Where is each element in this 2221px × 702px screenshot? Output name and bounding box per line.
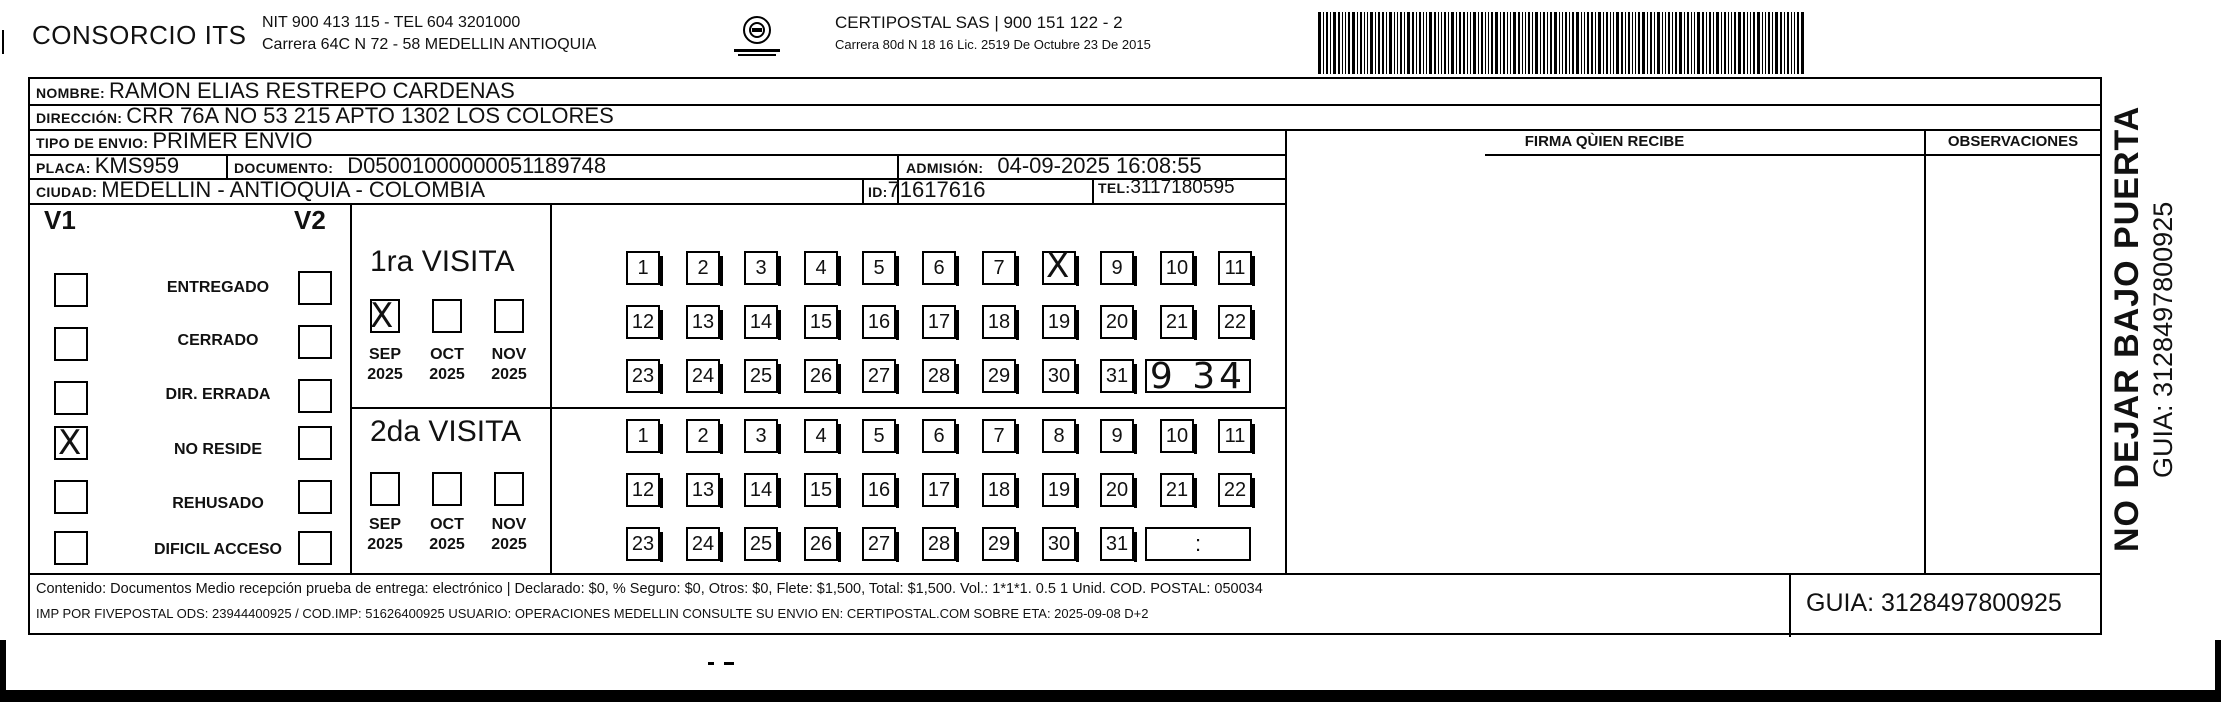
first-visit-month-nov-label: NOV 2025 xyxy=(491,346,527,383)
barcode-bar xyxy=(1647,12,1648,74)
barcode-bar xyxy=(1562,12,1563,74)
tipo-envio-row xyxy=(36,128,312,154)
status-label-rehusado: REHUSADO xyxy=(172,495,264,512)
barcode-bar xyxy=(1576,12,1579,74)
v1-checkbox-dificil-acceso[interactable] xyxy=(54,531,88,565)
days-first-day-7[interactable]: 7 xyxy=(982,251,1016,285)
barcode-bar xyxy=(1724,12,1726,74)
firma-header: FIRMA QÙIEN RECIBE xyxy=(1524,133,1685,150)
second-visit-month-nov-label: NOV 2025 xyxy=(491,516,527,553)
barcode-bar xyxy=(1581,12,1582,74)
barcode-bar xyxy=(1357,12,1358,74)
barcode-bar xyxy=(1535,12,1538,74)
barcode-bar xyxy=(1569,12,1570,74)
barcode-bar xyxy=(1679,12,1682,74)
barcode-bar xyxy=(1434,12,1436,74)
days-second-day-8[interactable]: 8 xyxy=(1042,419,1076,453)
direccion-value: CRR 76A NO 53 215 APTO 1302 LOS COLORES xyxy=(126,103,614,128)
days-first-day-31[interactable]: 31 xyxy=(1100,359,1134,393)
id-field xyxy=(868,177,985,203)
barcode-bar xyxy=(1794,12,1795,74)
company-name: CONSORCIO ITS xyxy=(32,20,247,50)
first-visit-month-oct-label: OCT 2025 xyxy=(429,346,465,383)
barcode-bar xyxy=(1591,12,1593,74)
days-second-day-31[interactable]: 31 xyxy=(1100,527,1134,561)
barcode-bar xyxy=(1323,12,1324,74)
barcode-bar xyxy=(1513,12,1516,74)
days-first-day-3[interactable]: 3 xyxy=(744,251,778,285)
days-first-day-25[interactable]: 25 xyxy=(744,359,778,393)
barcode-bar xyxy=(1473,12,1476,74)
days-first-day-15[interactable]: 15 xyxy=(804,305,838,339)
barcode-bar xyxy=(1565,12,1567,74)
days-second-day-10[interactable]: 10 xyxy=(1160,419,1194,453)
barcode-bar xyxy=(1572,12,1574,74)
barcode-bar xyxy=(1603,12,1604,74)
barcode-bar xyxy=(1672,12,1673,74)
barcode-bar xyxy=(1757,12,1760,74)
barcode-bar xyxy=(1691,12,1692,74)
barcode-bar xyxy=(1775,12,1778,74)
days-first-day-23[interactable]: 23 xyxy=(626,359,660,393)
barcode-bar xyxy=(1491,12,1493,74)
signature-area[interactable] xyxy=(1287,156,1923,572)
barcode-bar xyxy=(1378,12,1380,74)
barcode-bar xyxy=(1621,12,1623,74)
barcode-bar xyxy=(1559,12,1560,74)
barcode-bar xyxy=(1423,12,1424,74)
admision-label: ADMISIÓN: xyxy=(906,160,984,176)
no-reside-x-mark: X xyxy=(58,423,82,463)
v1-header: V1 xyxy=(44,205,76,235)
barcode-bar xyxy=(1540,12,1541,74)
days-first-day-12[interactable]: 12 xyxy=(626,305,660,339)
days-first-day-13[interactable]: 13 xyxy=(686,305,720,339)
barcode-bar xyxy=(1386,12,1387,74)
company-info xyxy=(262,12,596,56)
placa-label: PLACA: xyxy=(36,160,91,176)
barcode-bar xyxy=(1543,12,1545,74)
status-label-cerrado: CERRADO xyxy=(177,332,259,349)
barcode-bar xyxy=(1389,12,1392,74)
barcode-bar xyxy=(1665,12,1666,74)
barcode-bar xyxy=(1638,12,1640,74)
v2-checkbox-entregado[interactable] xyxy=(298,271,332,305)
barcode-bar xyxy=(1510,12,1511,74)
barcode-bar xyxy=(1426,12,1427,74)
barcode-bar xyxy=(1456,12,1457,74)
barcode-bar xyxy=(1342,12,1343,74)
first-visit-title: 1ra VISITA xyxy=(370,245,515,278)
tipo-envio-value: PRIMER ENVIO xyxy=(152,128,313,153)
barcode-bar xyxy=(1367,12,1368,74)
barcode-bar xyxy=(1503,12,1505,74)
barcode-bar xyxy=(1459,12,1461,74)
barcode-bar xyxy=(1333,12,1336,74)
certipostal-logo xyxy=(728,14,786,58)
company-nit: NIT 900 413 115 - TEL 604 3201000 xyxy=(262,14,521,31)
status-label-dir-errada: DIR. ERRADA xyxy=(165,386,271,403)
observations-area[interactable] xyxy=(1927,156,2099,572)
barcode-bar xyxy=(1657,12,1660,74)
placa-value: KMS959 xyxy=(94,153,180,178)
days-second-day-12[interactable]: 12 xyxy=(626,473,660,507)
barcode-bar xyxy=(1632,12,1633,74)
barcode-bar xyxy=(1787,12,1789,74)
barcode-bar xyxy=(1694,12,1695,74)
barcode-bar xyxy=(1784,12,1785,74)
barcode-bar xyxy=(1488,12,1489,74)
barcode-bar xyxy=(1613,12,1614,74)
days-second-day-14[interactable]: 14 xyxy=(744,473,778,507)
barcode-bar xyxy=(1404,12,1405,74)
status-label-no-reside: NO RESIDE xyxy=(173,441,262,458)
days-second-day-28[interactable]: 28 xyxy=(922,527,956,561)
days-first-day-16[interactable]: 16 xyxy=(862,305,896,339)
v1-checkbox-entregado[interactable] xyxy=(54,273,88,307)
days-second-day-7[interactable]: 7 xyxy=(982,419,1016,453)
barcode-bar xyxy=(1635,12,1636,74)
barcode-bar xyxy=(1642,12,1645,74)
barcode-bar xyxy=(1662,12,1663,74)
status-label-entregado: ENTREGADO xyxy=(166,279,270,296)
barcode-bar xyxy=(1747,12,1748,74)
delivery-form xyxy=(28,77,2102,635)
days-first-day-8[interactable] xyxy=(1042,246,1076,286)
v2-checkbox-dificil-acceso[interactable] xyxy=(298,531,332,565)
barcode-bar xyxy=(1481,12,1483,74)
v2-checkbox-cerrado[interactable] xyxy=(298,325,332,359)
barcode-bar xyxy=(1330,12,1331,74)
days-first-day-4[interactable]: 4 xyxy=(804,251,838,285)
barcode-bar xyxy=(1738,12,1741,74)
barcode-bar xyxy=(1467,12,1468,74)
barcode-bar xyxy=(1470,12,1471,74)
days-second-day-29[interactable]: 29 xyxy=(982,527,1016,561)
barcode-bar xyxy=(1441,12,1442,74)
ciudad-label: CIUDAD: xyxy=(36,184,98,200)
second-visit-title: 2da VISITA xyxy=(370,415,522,448)
days-second-day-16[interactable]: 16 xyxy=(862,473,896,507)
days-second-day-30[interactable]: 30 xyxy=(1042,527,1076,561)
certipostal-address: Carrera 80d N 18 16 Lic. 2519 De Octubre 23 De 2015 xyxy=(835,37,1151,52)
barcode-bar xyxy=(1713,12,1714,74)
company-address: Carrera 64C N 72 - 58 MEDELLIN ANTIOQUIA xyxy=(262,36,597,53)
v2-checkbox-rehusado[interactable] xyxy=(298,480,332,514)
second-visit-month-oct-label: OCT 2025 xyxy=(429,516,465,553)
direccion-row xyxy=(36,103,614,129)
barcode-bar xyxy=(1438,12,1439,74)
barcode-bar xyxy=(1791,12,1792,74)
v2-header: V2 xyxy=(294,205,326,235)
barcode-bar xyxy=(1500,12,1501,74)
barcode-bar xyxy=(1780,12,1782,74)
days-second-day-1[interactable]: 1 xyxy=(626,419,660,453)
edge-mark xyxy=(2,30,4,54)
second-visit-month-sep-checkbox[interactable] xyxy=(370,472,400,506)
first-visit-time-handwritten: 9 34 xyxy=(1149,355,1247,397)
barcode-bar xyxy=(1762,12,1763,74)
placa-field xyxy=(36,153,179,179)
v2-checkbox-no-reside[interactable] xyxy=(298,426,332,460)
days-second-day-3[interactable]: 3 xyxy=(744,419,778,453)
barcode-bar xyxy=(1495,12,1498,74)
days-first-day-1[interactable]: 1 xyxy=(626,251,660,285)
days-second-day-17[interactable]: 17 xyxy=(922,473,956,507)
days-second-day-26[interactable]: 26 xyxy=(804,527,838,561)
barcode-bar xyxy=(1338,12,1340,74)
barcode-bar xyxy=(1797,12,1799,74)
barcode-bar xyxy=(1360,12,1362,74)
v2-checkbox-dir-errada[interactable] xyxy=(298,379,332,413)
status-label-dificil-acceso: DIFICIL ACCESO xyxy=(153,541,282,558)
barcode-bar xyxy=(1606,12,1608,74)
second-visit-month-oct-checkbox[interactable] xyxy=(432,472,462,506)
bottom-edge-border xyxy=(0,690,2221,702)
barcode-bar xyxy=(1628,12,1630,74)
barcode-bar xyxy=(1522,12,1523,74)
days-second-day-6[interactable]: 6 xyxy=(922,419,956,453)
second-visit-month-nov-checkbox[interactable] xyxy=(494,472,524,506)
barcode-bar xyxy=(1650,12,1652,74)
second-visit-time-box[interactable] xyxy=(1145,527,1251,561)
barcode-bar xyxy=(1547,12,1548,74)
admision-value: 04-09-2025 16:08:55 xyxy=(997,153,1202,178)
nombre-row xyxy=(36,78,515,104)
barcode-bar xyxy=(1451,12,1454,74)
barcode-bar xyxy=(1768,12,1770,74)
days-second-day-20[interactable]: 20 xyxy=(1100,473,1134,507)
days-second-day-15[interactable]: 15 xyxy=(804,473,838,507)
barcode-bar xyxy=(1709,12,1711,74)
id-label: ID: xyxy=(868,184,888,200)
days-second-day-27[interactable]: 27 xyxy=(862,527,896,561)
side-guia: GUIA: 3128497800925 xyxy=(2148,201,2178,478)
days-first-day-18[interactable]: 18 xyxy=(982,305,1016,339)
barcode-bar xyxy=(1416,12,1417,74)
days-first-day-5[interactable]: 5 xyxy=(862,251,896,285)
direccion-label: DIRECCIÓN: xyxy=(36,110,123,126)
barcode-bar xyxy=(1345,12,1346,74)
first-visit-month-nov-checkbox[interactable] xyxy=(494,299,524,333)
days-second-day-21[interactable]: 21 xyxy=(1160,473,1194,507)
documento-field xyxy=(234,153,606,179)
first-visit-month-oct-checkbox[interactable] xyxy=(432,299,462,333)
barcode-bar xyxy=(1326,12,1328,74)
stray-mark xyxy=(708,662,714,665)
days-first-day-27[interactable]: 27 xyxy=(862,359,896,393)
days-second-day-19[interactable]: 19 xyxy=(1042,473,1076,507)
barcode-bar xyxy=(1507,12,1508,74)
barcode-bar xyxy=(1532,12,1533,74)
barcode-bar xyxy=(1675,12,1677,74)
barcode-bar xyxy=(1444,12,1446,74)
days-second-day-5[interactable]: 5 xyxy=(862,419,896,453)
second-visit-month-sep-label: SEP 2025 xyxy=(367,516,403,553)
barcode-bar xyxy=(1765,12,1766,74)
v1-checkbox-no-reside[interactable] xyxy=(54,423,88,463)
barcode-bar xyxy=(1684,12,1685,74)
days-first-day-6[interactable]: 6 xyxy=(922,251,956,285)
days-second-day-13[interactable]: 13 xyxy=(686,473,720,507)
days-second-day-4[interactable]: 4 xyxy=(804,419,838,453)
barcode-bar xyxy=(1687,12,1689,74)
barcode-bar xyxy=(1772,12,1773,74)
barcode-bar xyxy=(1400,12,1402,74)
days-first-day-22[interactable]: 22 xyxy=(1218,305,1252,339)
footer-content-line: Contenido: Documentos Medio recepción prueba de entrega: electrónico | Declarado: $0, % Seguro: $0, Otros: $0, Flete: $1,500, Total: $1,500. Vol.: 1*1*1. 0.5 1 Unid. COD. POSTAL: 050034 xyxy=(36,581,1263,597)
days-first-day-26[interactable]: 26 xyxy=(804,359,838,393)
barcode-bar xyxy=(1595,12,1596,74)
barcode-bar xyxy=(1370,12,1373,74)
barcode-bar xyxy=(1753,12,1755,74)
barcode-bar xyxy=(1598,12,1601,74)
footer-guia: GUIA: 3128497800925 xyxy=(1806,589,2062,617)
second-visit-time-placeholder: : xyxy=(1194,531,1202,556)
barcode-bar xyxy=(1616,12,1619,74)
barcode-bar xyxy=(1743,12,1745,74)
barcode-bar xyxy=(1318,12,1321,74)
first-visit-time-box[interactable] xyxy=(1145,355,1251,397)
barcode-bar xyxy=(1728,12,1729,74)
barcode-bar xyxy=(1554,12,1557,74)
barcode-bar xyxy=(1485,12,1486,74)
tel-field xyxy=(1098,177,1235,199)
observaciones-header: OBSERVACIONES xyxy=(1947,133,2079,150)
days-first-day-20[interactable]: 20 xyxy=(1100,305,1134,339)
tel-value: 3117180595 xyxy=(1130,177,1235,198)
day-x-mark: X xyxy=(1046,246,1070,286)
barcode-bar xyxy=(1382,12,1384,74)
days-second-day-25[interactable]: 25 xyxy=(744,527,778,561)
admision-field xyxy=(906,153,1202,179)
barcode-bar xyxy=(1550,12,1552,74)
tel-label: TEL: xyxy=(1098,180,1131,196)
barcode-bar xyxy=(1801,12,1804,74)
barcode-bar xyxy=(1734,12,1736,74)
days-first-day-2[interactable]: 2 xyxy=(686,251,720,285)
ciudad-field xyxy=(36,177,485,203)
barcode-bar xyxy=(1610,12,1611,74)
first-visit-month-sep-checkbox[interactable] xyxy=(370,296,400,336)
days-first-day-21[interactable]: 21 xyxy=(1160,305,1194,339)
barcode-bar xyxy=(1364,12,1365,74)
days-first-day-30[interactable]: 30 xyxy=(1042,359,1076,393)
side-warning: NO DEJAR BAJO PUERTA xyxy=(2108,105,2146,552)
barcode-bar xyxy=(1348,12,1350,74)
barcode-bar xyxy=(1352,12,1355,74)
days-first-day-10[interactable]: 10 xyxy=(1160,251,1194,285)
documento-label: DOCUMENTO: xyxy=(234,160,334,176)
barcode xyxy=(1318,12,1916,74)
barcode-bar xyxy=(1429,12,1432,74)
barcode-bar xyxy=(1478,12,1479,74)
days-second-day-9[interactable]: 9 xyxy=(1100,419,1134,453)
certipostal-name: CERTIPOSTAL SAS | 900 151 122 - 2 xyxy=(835,13,1123,32)
stray-mark-2 xyxy=(724,662,734,665)
first-visit-month-sep-label: SEP 2025 xyxy=(367,346,403,383)
barcode-bar xyxy=(1407,12,1410,74)
barcode-bar xyxy=(1584,12,1585,74)
days-second-day-23[interactable]: 23 xyxy=(626,527,660,561)
barcode-bar xyxy=(1528,12,1530,74)
days-first-day-19[interactable]: 19 xyxy=(1042,305,1076,339)
footer-print-line: IMP POR FIVEPOSTAL ODS: 23944400925 / COD.IMP: 51626400925 USUARIO: OPERACIONES MEDELLIN CONSULTE SU ENVIO EN: CERTIPOSTAL.COM SOBRE ETA: 2025-09-08 D+2 xyxy=(36,606,1149,621)
days-second-day-2[interactable]: 2 xyxy=(686,419,720,453)
barcode-bar xyxy=(1716,12,1719,74)
barcode-bar xyxy=(1697,12,1700,74)
barcode-bar xyxy=(1706,12,1707,74)
barcode-bar xyxy=(1525,12,1526,74)
v1-checkbox-rehusado[interactable] xyxy=(54,480,88,514)
days-first-day-24[interactable]: 24 xyxy=(686,359,720,393)
barcode-bar xyxy=(1419,12,1421,74)
v1-checkbox-cerrado[interactable] xyxy=(54,327,88,361)
barcode-bar xyxy=(1654,12,1655,74)
barcode-bar xyxy=(1750,12,1751,74)
barcode-bar xyxy=(1397,12,1398,74)
nombre-value: RAMON ELIAS RESTREPO CARDENAS xyxy=(108,78,515,103)
certipostal-info xyxy=(835,12,1151,56)
left-edge-border xyxy=(0,640,6,702)
barcode-bar xyxy=(1463,12,1465,74)
id-value: 71617616 xyxy=(887,177,986,202)
barcode-bar xyxy=(1625,12,1626,74)
barcode-bar xyxy=(1587,12,1589,74)
days-second-day-22[interactable]: 22 xyxy=(1218,473,1252,507)
documento-value: D05001000000051189748 xyxy=(347,153,607,178)
days-second-day-24[interactable]: 24 xyxy=(686,527,720,561)
days-first-day-11[interactable]: 11 xyxy=(1218,251,1252,285)
days-first-day-14[interactable]: 14 xyxy=(744,305,778,339)
days-first-day-17[interactable]: 17 xyxy=(922,305,956,339)
tipo-envio-label: TIPO DE ENVIO: xyxy=(36,135,149,151)
barcode-bar xyxy=(1375,12,1376,74)
v1-checkbox-dir-errada[interactable] xyxy=(54,381,88,415)
barcode-bar xyxy=(1412,12,1414,74)
days-first-day-9[interactable]: 9 xyxy=(1100,251,1134,285)
barcode-bar xyxy=(1518,12,1520,74)
barcode-bar xyxy=(1702,12,1704,74)
barcode-bar xyxy=(1448,12,1449,74)
days-second-day-18[interactable]: 18 xyxy=(982,473,1016,507)
right-edge-border xyxy=(2215,640,2221,702)
nombre-label: NOMBRE: xyxy=(36,85,105,101)
ciudad-value: MEDELLIN - ANTIOQUIA - COLOMBIA xyxy=(101,177,486,202)
barcode-bar xyxy=(1731,12,1732,74)
barcode-bar xyxy=(1721,12,1722,74)
days-first-day-29[interactable]: 29 xyxy=(982,359,1016,393)
days-first-day-28[interactable]: 28 xyxy=(922,359,956,393)
days-second-day-11[interactable]: 11 xyxy=(1218,419,1252,453)
sep-x-mark: X xyxy=(370,296,394,336)
barcode-bar xyxy=(1668,12,1670,74)
barcode-bar xyxy=(1394,12,1395,74)
